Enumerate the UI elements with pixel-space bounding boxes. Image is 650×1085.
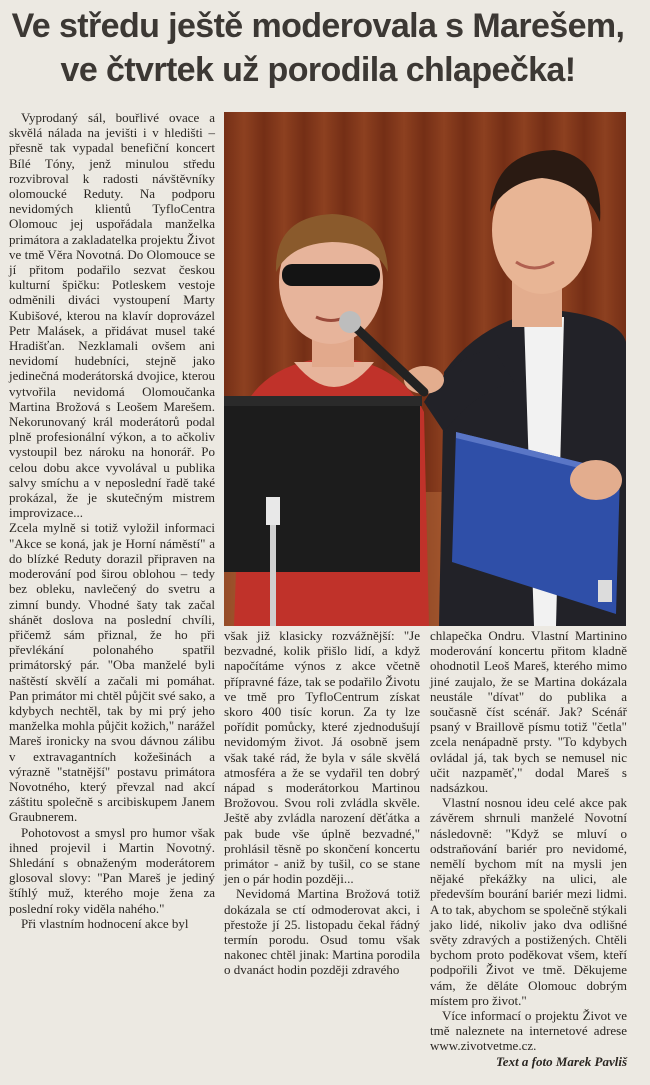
headline [8, 4, 628, 92]
paragraph: Vlastní nosnou ideu celé akce pak závěrem shrnuli manželé Novotní následovně: "Když se mluví o odstraňování bariér pro nevidomé, nemělí bychom mít na mysli jen nějaké překážky na ulici, ale především bourání bariér mezi lidmi. A to tak, abychom se společně stýkali jako lidé, nikoliv jako dva odlišné světy zdravých a postižených. Chtěli bychom proto poděkovat všem, kteří podpořili Život ve tmě. Děkujeme vám, že děláte Olomouc dobrým místem pro život." [430, 795, 627, 1008]
paragraph: Zcela mylně si totiž vyložil informaci "Akce se koná, jak je Horní náměstí" a do blízké Reduty dorazil připraven na moderování pod širou oblohou – tedy bez obleku, navlečený do svetru a zimní bundy. Vhodné šaty tak začal shánět doslova na poslední chvíli, přičemž sám přiznal, že ho při převlékání polonahého spatřil primátorský pár. "Oba manželé byli naštěstí skvělí a začali mi pomáhat. Pan primátor mi chtěl půjčit své sako, a kdybych nechtěl, tak by mi prý jeho manželka mohla půjčit kožich," narážel Mareš ironicky na svou dávnou zálibu v extravagantních kožešinách a výrazně "statnější" postavu primátora Novotného, který převzal nad akcí záštitu společně s arcibiskupem Janem Graubnerem. [9, 520, 215, 825]
paragraph: Vyprodaný sál, bouřlivé ovace a skvělá nálada na jevišti i v hledišti – přesně tak vypadal benefiční koncert Bílé Tóny, jenž minulou středu rozvibroval k radosti návštěvníky olomoucké Reduty. Na podporu nevidomých klientů TyfloCentra Olomouc jej uspořádala manželka primátora a zakladatelka projektu Život ve tmě Věra Novotná. Do Olomouce se jí přitom podařilo sezvat českou kulturní špičku: Potleskem vestoje odměnili diváci vystoupení Marty Kubišové, kterou na klavír doprovázel Petr Malásek, a přidávat musel také Hradišťan. Nezklamali ovšem ani nevidomí hudebníci, stejně jako jedinečná moderátorská dvojice, kterou vytvořila nevidomá Olomoučanka Martina Brožová s Leošem Marešem. Nekorunovaný král moderátorů podal plně profesionální výkon, a to ačkoliv vystoupil bez nároku na honorář. Po celou dobu akce vyvolával u publika salvy smíchu a v neposlední řadě také prokázal, že je skutečným mistrem improvizace... [9, 110, 215, 521]
paragraph: chlapečka Ondru. Vlastní Martinino moderování koncertu přitom kladně ohodnotil Leoš Mareš, kterého mimo jiné zaujalo, že se Martina dokázala neustále "dívat" do publika a současně číst scénář. Jak? Scénář psaný v Braillově písmu totiž "četla" zcela nenápadně prsty. "To kdybych ovládal já, tak bych se nemusel nic učit nazpaměť," dodal Mareš s nadsázkou. [430, 628, 627, 796]
paragraph: Nevidomá Martina Brožová totiž dokázala se ctí odmoderovat akci, i přestože jí 25. listopadu čekal řádný termín porodu. Osud tomu však nakonec chtěl jinak: Martina porodila o dvanáct hodin později zdravého [224, 886, 420, 978]
headline-line-2: ve čtvrtek už porodila chlapečka! [60, 51, 576, 89]
paragraph: Při vlastním hodnocení akce byl [21, 915, 189, 931]
article-column-3 [430, 628, 627, 1069]
paragraph: Více informací o projektu Život ve tmě naleznete na internetové adrese www.zivotvetme.cz. [430, 1008, 627, 1054]
photo-credit: Text a foto Marek Pavliš [496, 1053, 627, 1069]
photo-illustration [224, 112, 626, 626]
headline-line-1: Ve středu ještě moderovala s Marešem, [11, 7, 625, 45]
article-column-1 [9, 110, 215, 931]
article-column-2 [224, 628, 420, 978]
paragraph: Pohotovost a smysl pro humor však ihned projevil i Martin Novotný. Shledání s obnaženým moderátorem glosoval slovy: "Pan Mareš je jediný štíhlý muž, kterého moje žena za poslední roky viděla nahého." [9, 824, 215, 916]
paragraph: však již klasicky rozvážnější: "Je bezvadné, kolik přišlo lidí, a když napočítáme výnos z akce včetně přípravné fáze, tak se podařilo Životu ve tmě pro TyfloCentrum získat skoro 400 tisíc korun. Za ty lze pořídit pomůcky, které zjednodušují nevidomým život. Já osobně jsem však také rád, že byla v sále skvělá atmosféra a že se vydařil ten dobrý nápad s moderátorkou Martinou Brožovou. Svou roli zvládla skvěle. Ještě aby zvládla narození děťátka a pak bude vše úplně bezvadné," prohlásil těsně po skončení koncertu primátor - aniž by tušil, co se stane jen o pár hodin později... [224, 628, 420, 887]
concert-photo [224, 112, 626, 626]
